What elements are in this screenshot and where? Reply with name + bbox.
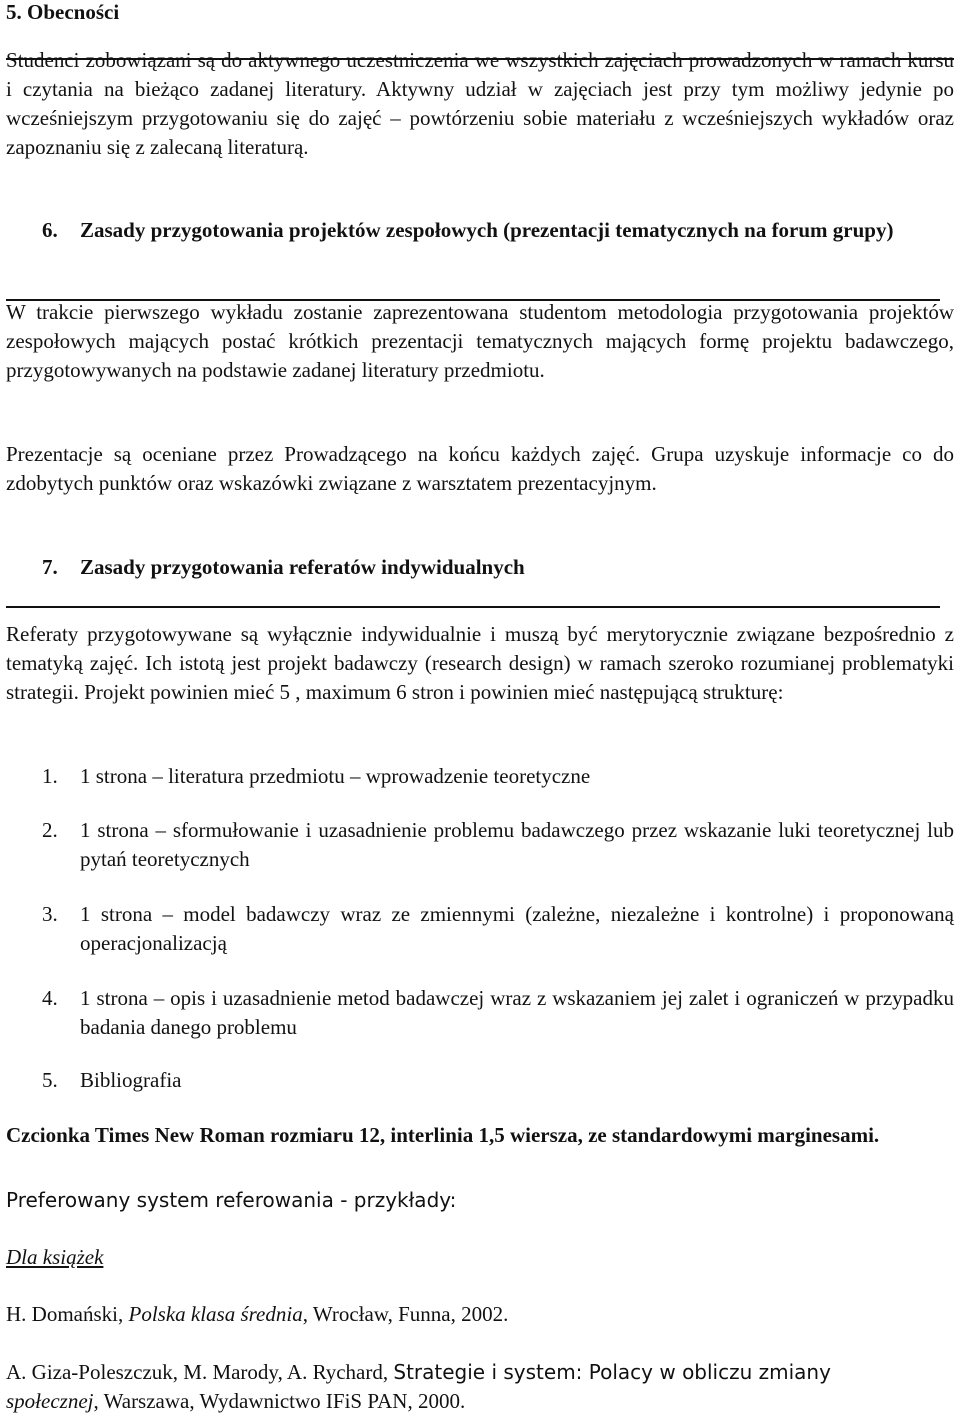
list-item-5: Bibliografia bbox=[80, 1068, 182, 1092]
reference-example-1 bbox=[6, 1300, 954, 1329]
ref2-prefix: A. Giza-Poleszczuk, M. Marody, A. Rychard, bbox=[6, 1360, 389, 1384]
ref2-title-part-2: społecznej bbox=[6, 1389, 94, 1413]
ref1-author: H. Domański, bbox=[6, 1302, 124, 1326]
list-item-2-number: 2. bbox=[42, 818, 58, 842]
font-note: Czcionka Times New Roman rozmiaru 12, interlinia 1,5 wiersza, ze standardowymi marginesami. bbox=[6, 1123, 880, 1147]
section-6-paragraph-1: W trakcie pierwszego wykładu zostanie zaprezentowana studentom metodologia przygotowania projektów zespołowych mających postać krótkich prezentacji tematycznych mających formę projektu badawczego, przygotowywanych na podstawie zadanej literatury przedmiotu. bbox=[6, 300, 954, 382]
ref2-rest: , Warszawa, Wydawnictwo IFiS PAN, 2000. bbox=[93, 1389, 466, 1413]
ref1-title: Polska klasa średnia bbox=[128, 1302, 303, 1326]
list-item-3: 1 strona – model badawczy wraz ze zmiennymi (zależne, niezależne i kontrolne) i proponowaną operacjonalizacją bbox=[80, 902, 954, 955]
section-7-heading: Zasady przygotowania referatów indywidualnych bbox=[80, 555, 525, 579]
section-5-paragraph: Studenci zobowiązani są do aktywnego uczestniczenia we wszystkich zajęciach prowadzonych w ramach kursu i czytania na bieżąco zadanej literatury. Aktywny udział w zajęciach jest przy tym możliwy jedynie po wcześniejszym przygotowaniu się do zajęć – powtórzeniu sobie materiału z wcześniejszych wykładów oraz zapoznaniu się z zalecaną literaturą. bbox=[6, 48, 954, 159]
ref1-rest: , Wrocław, Funna, 2002. bbox=[302, 1302, 509, 1326]
list-item-3-number: 3. bbox=[42, 902, 58, 926]
list-item-4-number: 4. bbox=[42, 986, 58, 1010]
section-5-heading: 5. Obecności bbox=[6, 0, 120, 24]
books-label: Dla książek bbox=[6, 1245, 104, 1269]
section-6-heading: Zasady przygotowania projektów zespołowych (prezentacji tematycznych na forum grupy) bbox=[80, 218, 894, 242]
reference-example-2 bbox=[6, 1358, 954, 1416]
list-item-1-number: 1. bbox=[42, 764, 58, 788]
ref-system-label: Preferowany system referowania - przykłady: bbox=[6, 1188, 457, 1212]
section-6-number: 6. bbox=[42, 218, 58, 242]
section-6-paragraph-2: Prezentacje są oceniane przez Prowadzącego na końcu każdych zajęć. Grupa uzyskuje informacje co do zdobytych punktów oraz wskazówki związane z warsztatem prezentacyjnym. bbox=[6, 442, 954, 495]
ref2-title-part-1: Strategie i system: Polacy w obliczu zmiany bbox=[393, 1360, 831, 1384]
list-item-2: 1 strona – sformułowanie i uzasadnienie problemu badawczego przez wskazanie luki teoretycznej lub pytań teoretycznych bbox=[80, 818, 954, 871]
list-item-5-number: 5. bbox=[42, 1068, 58, 1092]
list-item-4: 1 strona – opis i uzasadnienie metod badawczej wraz z wskazaniem jej zalet i ograniczeń w przypadku badania danego problemu bbox=[80, 986, 954, 1039]
list-item-1: 1 strona – literatura przedmiotu – wprowadzenie teoretyczne bbox=[80, 764, 591, 788]
section-7-number: 7. bbox=[42, 555, 58, 579]
section-7-rule bbox=[6, 606, 940, 608]
section-7-paragraph: Referaty przygotowywane są wyłącznie indywidualnie i muszą być merytorycznie związane bezpośrednio z tematyką zajęć. Ich istotą jest projekt badawczy (research design) w ramach szeroko rozumianej problematyki strategii. Projekt powinien mieć 5 , maximum 6 stron i powinien mieć następującą strukturę: bbox=[6, 622, 954, 704]
